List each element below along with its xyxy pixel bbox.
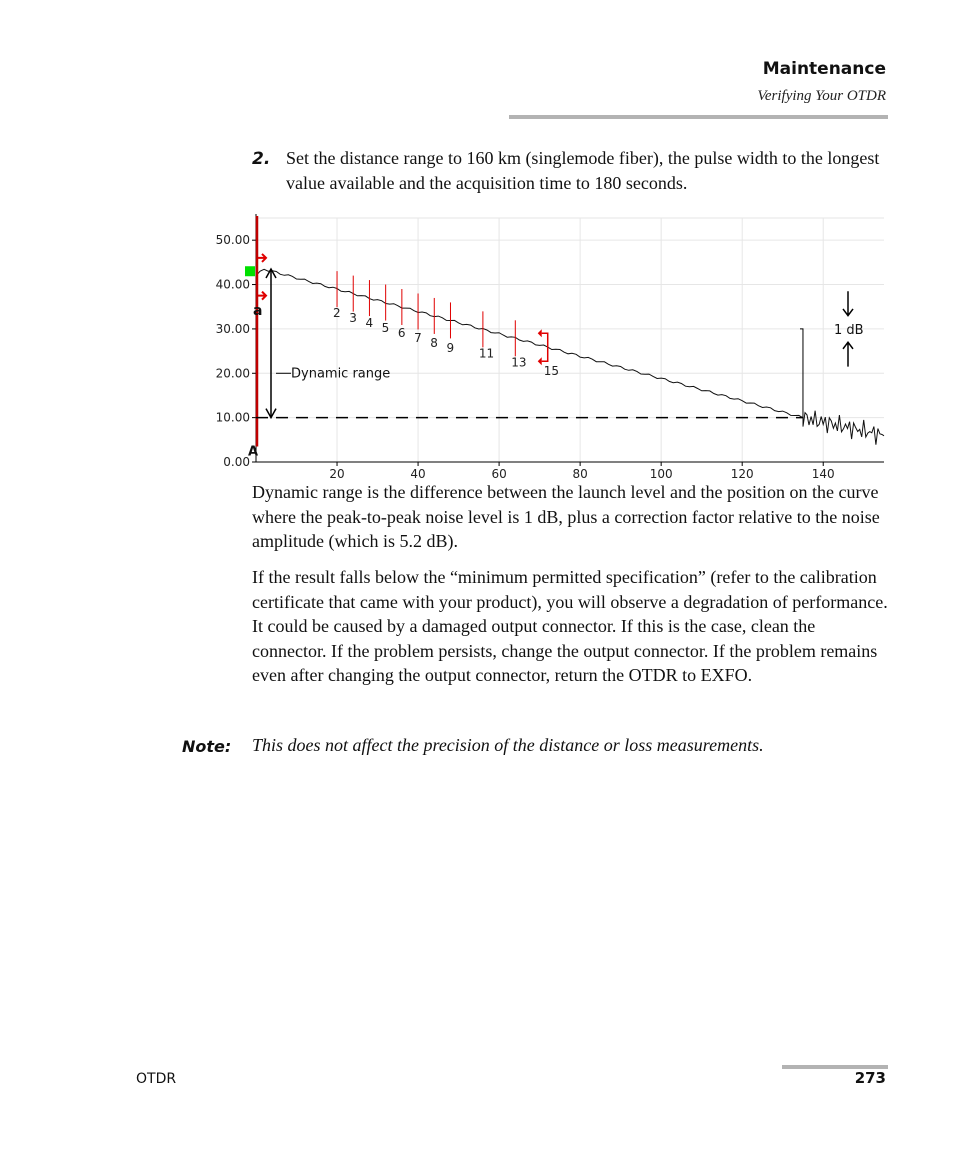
y-tick-label: 30.00 <box>215 321 250 336</box>
event-label-9: 9 <box>446 340 455 355</box>
running-header-subsection: Verifying Your OTDR <box>757 88 886 104</box>
header-rule <box>509 115 888 119</box>
event-label-3: 3 <box>349 311 357 326</box>
event-label-8: 8 <box>430 335 438 350</box>
note-text: This does not affect the precision of the distance or loss measurements. <box>252 735 764 755</box>
paragraph-minimum-spec: If the result falls below the “minimum permitted specification” (refer to the calibration certificate that came with your product), you will observe a degradation of performance. It could be caused by a damaged output connector. If this is the case, clean the connector. If the problem persists, change the output connector. If the problem remains even after changing the output connector, return the OTDR to EXFO. <box>252 567 888 685</box>
x-tick-label: 140 <box>811 467 835 481</box>
otdr-trace <box>256 269 884 444</box>
y-tick-label: 0.00 <box>223 455 250 469</box>
x-tick-label: 40 <box>410 467 426 481</box>
running-header-section: Maintenance <box>762 59 886 79</box>
y-tick-label: 20.00 <box>215 366 250 381</box>
page-number: 273 <box>854 1069 886 1087</box>
launch-arrow <box>258 292 266 300</box>
event-label-6: 6 <box>397 326 406 341</box>
step-text: Set the distance range to 160 km (singlemode fiber), the pulse width to the longest value available and the acquisition time to 180 seconds. <box>286 148 880 193</box>
otdr-trace-figure <box>200 210 890 481</box>
dynamic-range-label: Dynamic range <box>291 366 391 382</box>
x-tick-label: 20 <box>329 467 345 481</box>
launch-arrow <box>258 254 266 262</box>
trace-layer <box>245 216 884 446</box>
x-tick-label: 60 <box>491 467 507 481</box>
event-marker-15-arrow-top <box>538 329 542 337</box>
y-tick-label: 40.00 <box>215 277 250 292</box>
event-label-2: 2 <box>333 306 341 321</box>
launch-level-marker <box>245 266 255 276</box>
y-tick-label: 10.00 <box>215 410 250 425</box>
paragraph-dynamic-range: Dynamic range is the difference between the launch level and the position on the curve where the peak-to-peak noise level is 1 dB, plus a correction factor relative to the noise amplitude (which is 5.2 dB). <box>252 482 880 551</box>
otdr-trace-chart <box>200 210 890 481</box>
event-label-5: 5 <box>381 321 390 336</box>
footer-product: OTDR <box>136 1071 177 1087</box>
chart-axes <box>216 214 884 481</box>
note-label: Note: <box>182 737 232 756</box>
x-tick-label: 80 <box>572 467 588 481</box>
event-label-7: 7 <box>414 330 422 345</box>
event-markers <box>333 271 559 378</box>
y-tick-label: 50.00 <box>215 233 250 248</box>
event-label-11: 11 <box>478 346 495 361</box>
event-marker-15-arrow-bottom <box>538 357 542 365</box>
event-label-15: 15 <box>543 364 559 379</box>
noise-pp-label: 1 dB <box>834 322 864 338</box>
event-label-4: 4 <box>365 316 374 331</box>
noise-arrow-up <box>843 342 853 366</box>
step-number: 2. <box>252 149 271 169</box>
event-marker-15 <box>542 333 548 361</box>
chart-grid <box>256 218 884 462</box>
x-tick-label: 100 <box>649 467 673 481</box>
event-label-13: 13 <box>511 355 527 370</box>
noise-arrow-down <box>843 291 853 315</box>
x-tick-label: 120 <box>730 467 754 481</box>
marker-a-label: a <box>253 303 263 320</box>
marker-A-label: A <box>248 444 259 460</box>
